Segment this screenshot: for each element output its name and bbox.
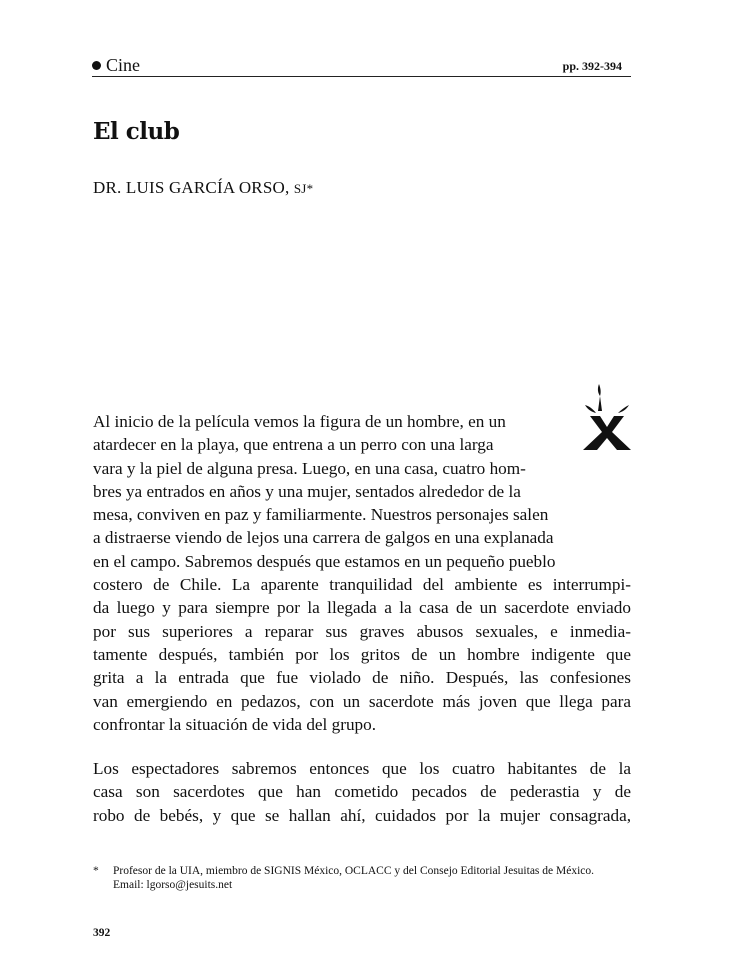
author-suffix: SJ* [293,181,314,196]
text-line: da luego y para siempre por la llegada a la casa de un sacerdote enviado [93,598,631,618]
text-line: por sus superiores a reparar sus graves abusos sexuales, e inmedia- [93,621,631,641]
text-line: robo de bebés, y que se hallan ahí, cuidados por la mujer consagrada, [93,805,631,825]
paragraph-2 [93,757,631,827]
paragraph-1 [93,410,631,736]
text-line: a distraerse viendo de lejos una carrera de galgos en una explanada [93,528,554,548]
page-range: pp. 392-394 [562,59,622,73]
text-line: casa son sacerdotes que han cometido pecados de pederastia y de [93,782,631,802]
text-line: Al inicio de la película vemos la figura de un hombre, en un [93,412,506,431]
footnote-mark: * [93,865,99,877]
text-line: vara y la piel de alguna presa. Luego, en una casa, cuatro hom- [93,458,526,478]
author-name: DR. LUIS GARCÍA ORSO, [93,178,290,197]
bullet-icon [92,61,101,70]
text-line: confrontar la situación de vida del grupo. [93,714,377,734]
text-line: atardecer en la playa, que entrena a un perro con una larga [93,435,494,455]
text-line: tamente después, también por los gritos de un hombre indigente que [93,644,631,664]
running-header [92,54,631,77]
text-line: mesa, conviven en paz y familiarmente. Nuestros personajes salen [93,505,549,525]
author-line [93,178,313,198]
section-name: Cine [106,55,140,75]
page-number: 392 [93,927,111,939]
text-line: van emergiendo en pedazos, con un sacerdote más joven que llega para [93,691,631,711]
footnote-email: Email: lgorso@jesuits.net [113,879,233,891]
text-line: en el campo. Sabremos después que estamos en un pequeño pueblo [93,551,556,571]
footnote-text: Profesor de la UIA, miembro de SIGNIS México, OCLACC y del Consejo Editorial Jesuitas de México. [113,865,595,877]
text-line: grita a la entrada que fue violado de niño. Después, las confesiones [93,668,631,688]
article-title: El club [93,118,180,145]
text-line: bres ya entrados en años y una mujer, sentados alrededor de la [93,481,521,501]
text-line: Los espectadores sabremos entonces que los cuatro habitantes de la [93,759,631,778]
footnote [93,864,633,892]
text-line: costero de Chile. La aparente tranquilidad del ambiente es interrumpi- [93,575,631,595]
section-label [92,54,140,76]
